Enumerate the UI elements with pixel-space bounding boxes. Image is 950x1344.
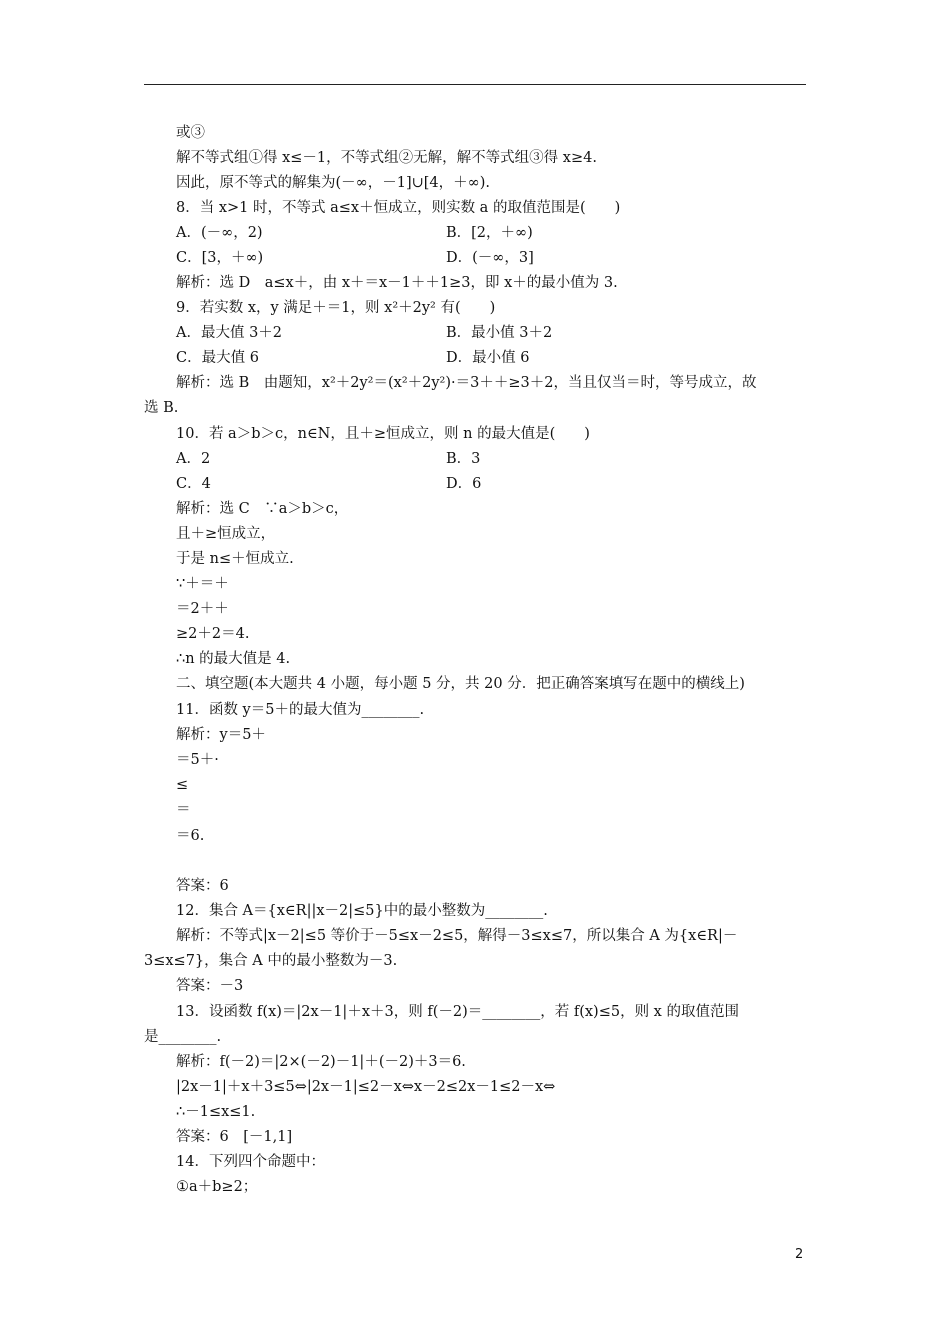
text-line: 解不等式组①得 x≤－1，不等式组②无解，解不等式组③得 x≥4. xyxy=(176,150,597,166)
question-12: 12．集合 A＝{x∈R||x－2|≤5}中的最小整数为________. xyxy=(176,903,548,919)
solution-line: ≥2＋2＝4. xyxy=(176,626,250,642)
option-c: C．最大值 6 xyxy=(176,350,259,366)
page-number: 2 xyxy=(795,1247,804,1262)
solution-line: 解析：选 B 由题知，x²＋2y²＝(x²＋2y²)·＝3＋＋≥3＋2，当且仅当＝时，等号成立，故 xyxy=(176,375,757,391)
solution-line: ＝2＋＋ xyxy=(176,601,229,617)
solution-line: ∴n 的最大值是 4. xyxy=(176,651,291,667)
answer-line: 答案：6 xyxy=(176,878,229,894)
solution-line: ≤ xyxy=(176,777,189,793)
solution-line: 3≤x≤7}，集合 A 中的最小整数为－3. xyxy=(144,953,398,969)
question-14: 14．下列四个命题中： xyxy=(176,1154,325,1170)
solution-line: 解析：不等式|x－2|≤5 等价于－5≤x－2≤5，解得－3≤x≤7，所以集合 A 为{x∈R|－ xyxy=(176,928,738,944)
solution-line: 解析：选 D a≤x＋，由 x＋＝x－1＋＋1≥3，即 x＋的最小值为 3. xyxy=(176,275,618,291)
solution-line: ＝6. xyxy=(176,828,205,844)
option-d: D．6 xyxy=(446,476,482,492)
solution-line: 解析：f(－2)＝|2×(－2)－1|＋(－2)＋3＝6. xyxy=(176,1054,466,1070)
answer-line: 答案：6 [－1,1] xyxy=(176,1129,293,1145)
question-10: 10．若 a＞b＞c，n∈N，且＋≥恒成立，则 n 的最大值是( ) xyxy=(176,426,590,442)
option-b: B．[2，＋∞) xyxy=(446,225,533,241)
option-d: D．(－∞，3] xyxy=(446,250,534,266)
question-8: 8．当 x>1 时，不等式 a≤x＋恒成立，则实数 a 的取值范围是( ) xyxy=(176,200,621,216)
option-d: D．最小值 6 xyxy=(446,350,530,366)
solution-line: ∵＋＝＋ xyxy=(176,576,229,592)
option-a: A．(－∞，2) xyxy=(176,225,263,241)
solution-line: ＝5＋· xyxy=(176,752,219,768)
question-13-cont: 是________. xyxy=(144,1029,222,1045)
question-13: 13．设函数 f(x)＝|2x－1|＋x＋3，则 f(－2)＝________，若 f(x)≤5，则 x 的取值范围 xyxy=(176,1004,739,1020)
question-9: 9．若实数 x，y 满足＋＝1，则 x²＋2y² 有( ) xyxy=(176,300,496,316)
solution-line: 于是 n≤＋恒成立. xyxy=(176,551,294,567)
solution-line: 选 B. xyxy=(144,400,179,416)
question-11: 11．函数 y＝5＋的最大值为________. xyxy=(176,702,425,718)
text-line: 或③ xyxy=(176,125,205,141)
solution-line: 且＋≥恒成立， xyxy=(176,526,276,542)
proposition-1: ①a＋b≥2； xyxy=(176,1179,258,1195)
solution-line: ∴－1≤x≤1. xyxy=(176,1104,256,1120)
solution-line: 解析：选 C ∵a＞b＞c， xyxy=(176,501,349,517)
option-b: B．最小值 3＋2 xyxy=(446,325,553,341)
header-rule xyxy=(144,84,806,85)
answer-line: 答案：－3 xyxy=(176,978,244,994)
option-a: A．2 xyxy=(176,451,211,467)
solution-line: 解析：y＝5＋ xyxy=(176,727,266,743)
solution-line: ＝ xyxy=(176,802,191,818)
section-heading: 二、填空题(本大题共 4 小题，每小题 5 分，共 20 分．把正确答案填写在题中的横线上) xyxy=(176,676,745,692)
option-c: C．[3，＋∞) xyxy=(176,250,264,266)
solution-line: |2x－1|＋x＋3≤5⇔|2x－1|≤2－x⇔x－2≤2x－1≤2－x⇔ xyxy=(176,1079,556,1095)
option-c: C．4 xyxy=(176,476,211,492)
option-a: A．最大值 3＋2 xyxy=(176,325,283,341)
text-line: 因此，原不等式的解集为(－∞，－1]∪[4，＋∞). xyxy=(176,175,490,191)
option-b: B．3 xyxy=(446,451,481,467)
